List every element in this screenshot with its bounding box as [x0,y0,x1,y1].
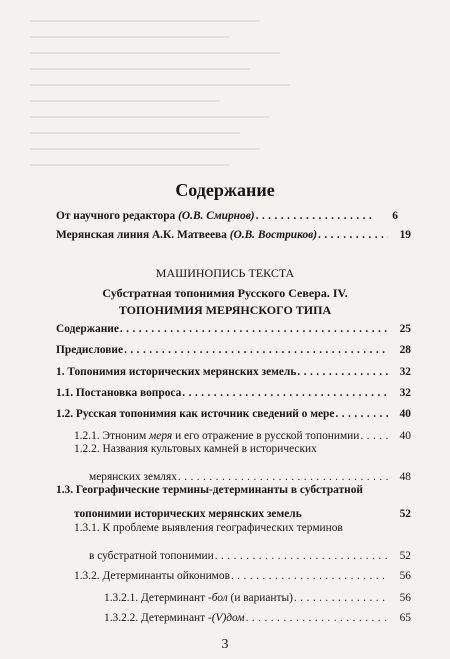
entry-label: Мерянская линия А.К. Матвеева [56,229,227,241]
leader-dots [246,612,388,625]
entry-label: От научного редактора [56,210,176,222]
entry-page: 48 [399,471,411,483]
leader-dots [360,430,388,443]
toc-entry-s13-line1: 1.3. Географические термины-детерминанты в субстратной [56,484,363,496]
leader-dots [318,229,388,242]
entry-label-italic: меря [149,430,173,442]
entry-label: Предисловие [56,344,124,356]
entry-label: 1.1. Постановка вопроса [56,387,182,399]
toc-entry-s11 [56,387,411,400]
entry-page: 65 [399,612,411,624]
page-heading: Содержание [175,180,275,200]
entry-page: 32 [399,366,411,378]
toc-entry-s12 [56,408,411,421]
toc-entry-ch1 [56,366,411,379]
entry-page: 6 [392,210,398,222]
entry-label-pre: 1.2.1. Этноним [74,430,147,442]
manuscript-title: МАШИНОПИСЬ ТЕКСТА [155,266,295,280]
entry-page: 28 [399,344,411,356]
entry-label: 1.2. Русская топонимия как источник сведений о мере [56,408,335,420]
entry-page: 52 [399,550,411,562]
leader-dots [182,387,388,400]
entry-label-pre: 1.3.2.1. Детерминант [104,592,206,604]
toc-entry-s1321 [104,592,411,605]
leader-dots [231,570,388,583]
toc-entry-s131 [89,550,411,563]
subtitle: Субстратная топонимия Русского Севера. IV. [102,286,348,300]
entry-label: 1.3.2. Детерминанты ойконимов [74,570,230,582]
toc-entry-s1322 [104,612,411,625]
toc-entry-s122-line1: 1.2.2. Названия культовых камней в исторических [74,443,317,455]
toc-entry-preface [56,344,411,357]
entry-label-post: (и варианты) [230,592,293,604]
entry-label: топонимии исторических мерянских земель [74,508,302,520]
leader-dots [215,550,388,563]
entry-page: 40 [399,408,411,420]
entry-label: мерянских землях [89,471,177,483]
toc-entry-s131-line1: 1.3.1. К проблеме выявления географических терминов [74,522,343,534]
entry-page: 19 [399,229,411,241]
entry-label-pre: 1.3.2.2. Детерминант [104,612,206,624]
entry-page: 25 [399,323,411,335]
entry-page: 56 [399,592,411,604]
leader-dots [124,344,388,357]
toc-entry-s132 [74,570,411,583]
entry-author: (О.В. Востриков) [229,229,318,241]
leader-dots [256,210,375,223]
toc-entry-line [56,229,411,242]
leader-dots [335,408,388,421]
entry-page: 52 [399,508,411,520]
entry-label-italic: -бол [207,592,228,604]
entry-author: (О.В. Смирнов) [178,210,255,222]
entry-label: Содержание [56,323,119,335]
toc-entry-editor [56,210,398,223]
entry-label-italic: -(V)дом [207,612,245,624]
leader-dots [294,592,388,605]
entry-page: 32 [399,387,411,399]
leader-dots [120,323,388,336]
entry-page: 40 [399,430,411,442]
subtitle-2: ТОПОНИМИЯ МЕРЯНСКОГО ТИПА [118,303,332,317]
entry-page: 56 [399,570,411,582]
entry-label-post: и его отражение в русской топонимии [175,430,360,442]
leader-dots [297,366,388,379]
entry-label: в субстратной топонимии [89,550,214,562]
entry-label: 1. Топонимия исторических мерянских земель [56,366,297,378]
page-number: 3 [221,637,229,652]
toc-entry-contents [56,323,411,336]
